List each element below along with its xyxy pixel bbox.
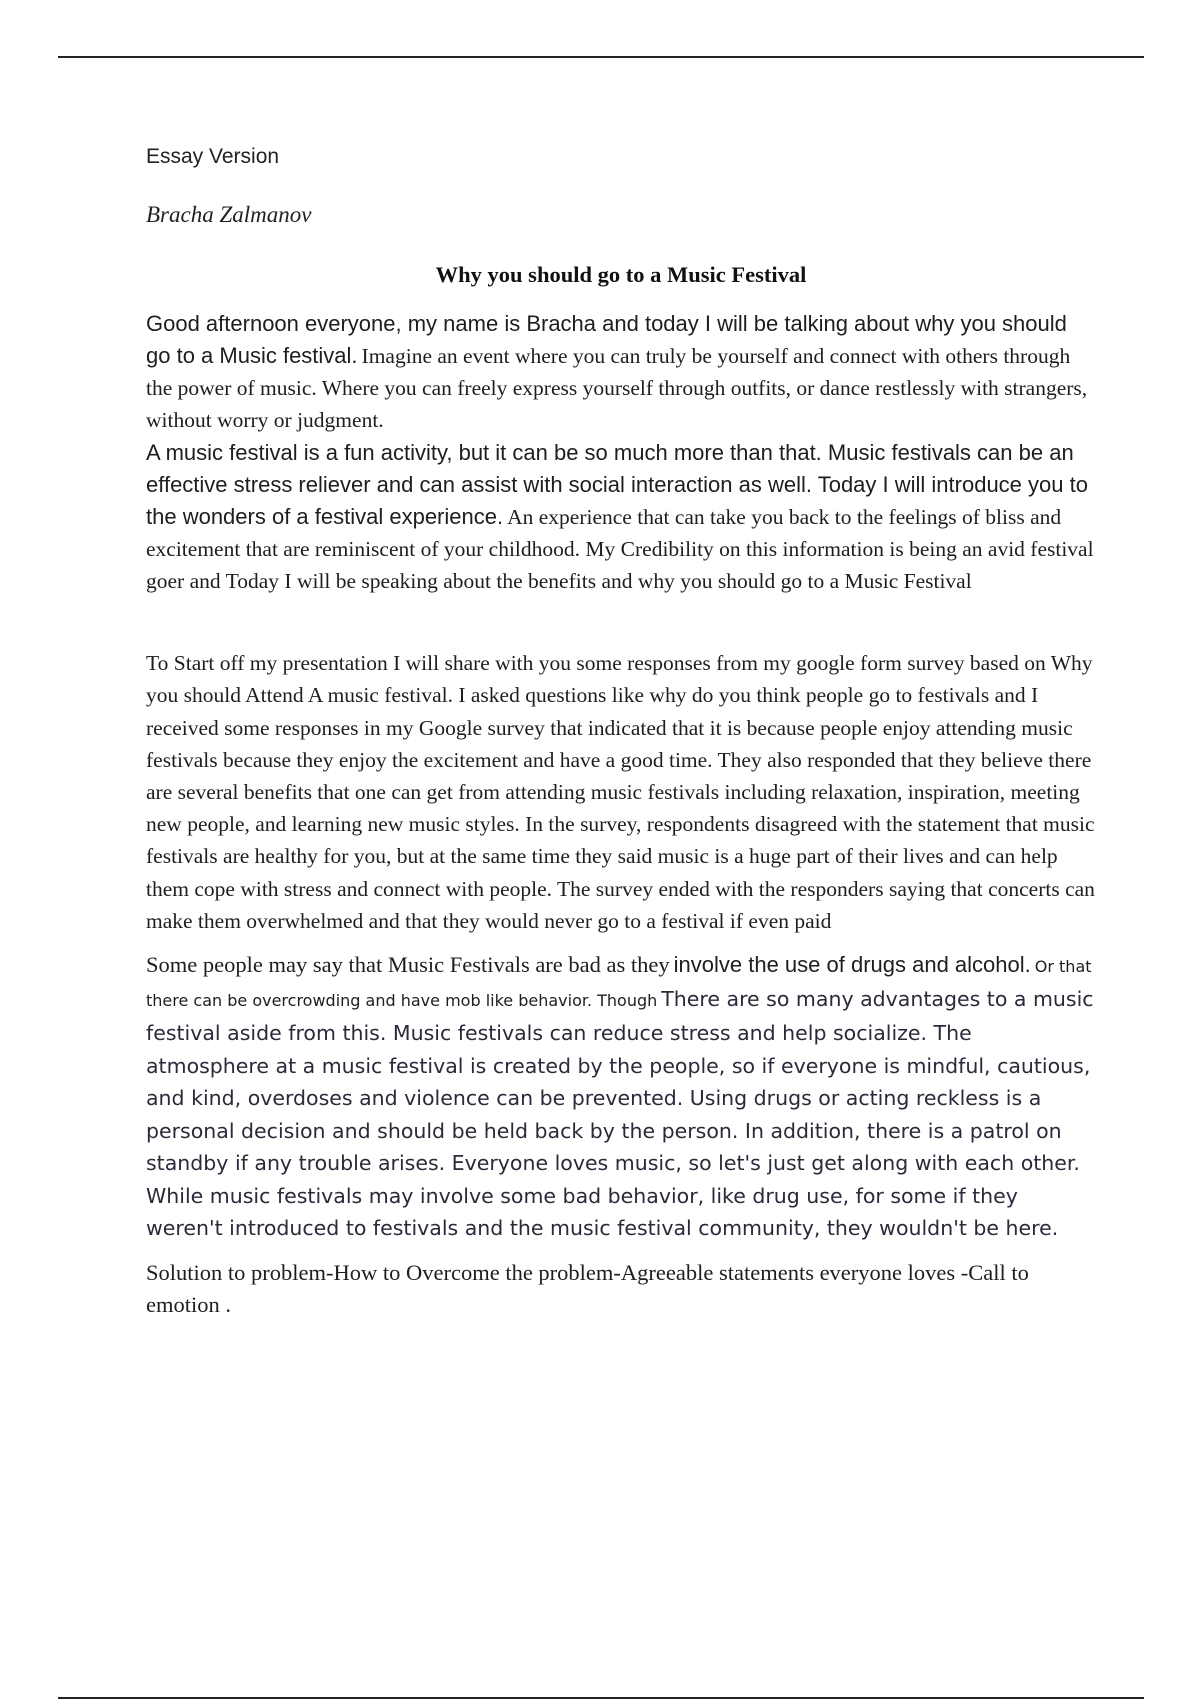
counter-sans-text-a: involve the use of drugs and alcohol. xyxy=(673,952,1031,978)
intro-serif-text: Imagine an event where you can truly be yourself and connect with others through the power of music. Where you can freely express yourself through outfits, or dance restlessly with strangers, without worry or judgment. xyxy=(146,344,1088,433)
counter-small-text: Or that there can be overcrowding and have mob like behavior. Though xyxy=(146,957,1092,1011)
counter-serif-text: Some people may say that Music Festivals are bad as they xyxy=(146,952,670,978)
thesis-sans-text: A music festival is a fun activity, but it can be so much more than that. Music festivals can be an effective stress reliever and can assist with social interaction as well. Today I will introduce you to the wonders of a festival experience. xyxy=(146,439,1088,529)
author-name: Bracha Zalmanov xyxy=(146,202,312,227)
intro-sans-text: Good afternoon everyone, my name is Bracha and today I will be talking about why you should go to a Music festival. xyxy=(146,311,1067,368)
top-rule xyxy=(58,56,1144,58)
solution-paragraph: Solution to problem-How to Overcome the problem-Agreeable statements everyone loves -Call to emotion . xyxy=(146,1259,1029,1318)
bottom-rule xyxy=(58,1697,1144,1699)
thesis-paragraph xyxy=(146,437,1096,598)
essay-title: Why you should go to a Music Festival xyxy=(435,262,807,287)
survey-paragraph: To Start off my presentation I will share with you some responses from my google form survey based on Why you should Attend A music festival. I asked questions like why do you think people go to festivals and I received some responses in my Google survey that indicated that it is because people enjoy attending music festivals because they enjoy the excitement and have a good time. They also responded that they believe there are several benefits that one can get from attending music festivals including relaxation, inspiration, meeting new people, and learning new music styles. In the survey, respondents disagreed with the statement that music festivals are healthy for you, but at the same time they said music is a huge part of their lives and can help them cope with stress and connect with people. The survey ended with the responders saying that concerts can make them overwhelmed and that they would never go to a festival if even paid xyxy=(146,651,1095,933)
version-label: Essay Version xyxy=(146,145,280,168)
counterargument-paragraph xyxy=(146,949,1096,1245)
thesis-serif-text: An experience that can take you back to the feelings of bliss and excitement that are reminiscent of your childhood. My Credibility on this information is being an avid festival goer and Today I will be speaking about the benefits and why you should go to a Music Festival xyxy=(146,504,1094,594)
document-page xyxy=(146,142,1096,1322)
counter-sans-text-b: There are so many advantages to a music festival aside from this. Music festivals can reduce stress and help socialize. The atmosphere at a music festival is created by the people, so if everyone is mindful, cautious, and kind, overdoses and violence can be prevented. Using drugs or acting reckless is a personal decision and should be held back by the person. In addition, there is a patrol on standby if any trouble arises. Everyone loves music, so let's just get along with each other. While music festivals may involve some bad behavior, like drug use, for some if they weren't introduced to festivals and the music festival community, they wouldn't be here. xyxy=(146,987,1094,1241)
intro-paragraph xyxy=(146,308,1096,437)
